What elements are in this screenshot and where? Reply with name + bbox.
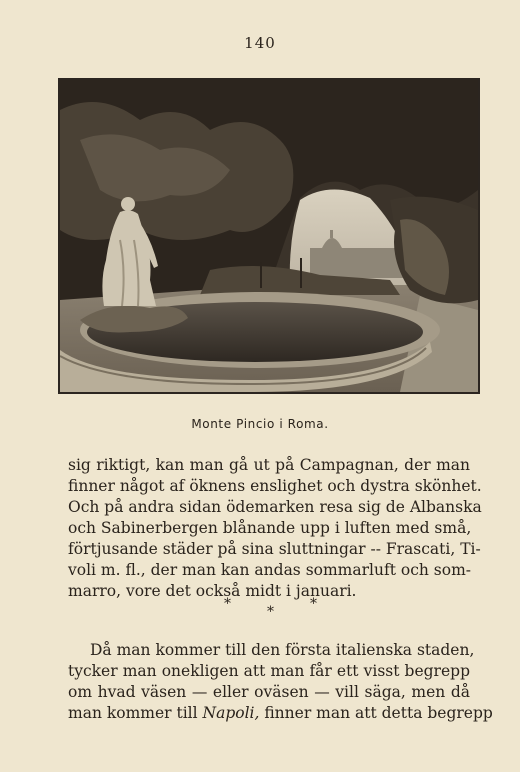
paragraph-2-line: Då man kommer till den första italienska staden, (90, 641, 475, 659)
paragraph-1-line: sig riktigt, kan man gå ut på Campagnan, der man (68, 456, 470, 474)
paragraph-1-line: och Sabinerbergen blånande upp i luften med små, (68, 519, 472, 537)
page-number: 140 (244, 34, 276, 52)
paragraph-2 (68, 640, 493, 724)
paragraph-2-line: om hvad väsen — eller oväsen — vill säga, men då (68, 683, 470, 701)
place-name-napoli: Napoli, (202, 704, 260, 722)
paragraph-1-line: Och på andra sidan ödemarken resa sig de Albanska (68, 498, 482, 516)
photograph-monte-pincio (58, 78, 480, 394)
paragraph-1-line: marro, vore det också midt i januari. (68, 582, 357, 600)
separator-asterisk: * (310, 596, 317, 612)
separator-asterisk: * (224, 596, 231, 612)
section-separator (0, 596, 520, 618)
paragraph-1-line: förtjusande städer på sina sluttningar -- Frascati, Ti- (68, 540, 481, 558)
separator-asterisk: * (267, 604, 274, 620)
line-text: finner man att detta begrepp (259, 704, 493, 722)
paragraph-1 (68, 455, 482, 602)
paragraph-1-line: voli m. fl., der man kan andas sommarluft och som- (68, 561, 471, 579)
paragraph-2-line (68, 703, 493, 724)
paragraph-2-line: tycker man onekligen att man får ett visst begrepp (68, 662, 470, 680)
photo-caption: Monte Pincio i Roma. (191, 417, 329, 431)
paragraph-1-line: finner något af öknens enslighet och dystra skönhet. (68, 477, 482, 495)
line-text: man kommer till (68, 704, 203, 722)
